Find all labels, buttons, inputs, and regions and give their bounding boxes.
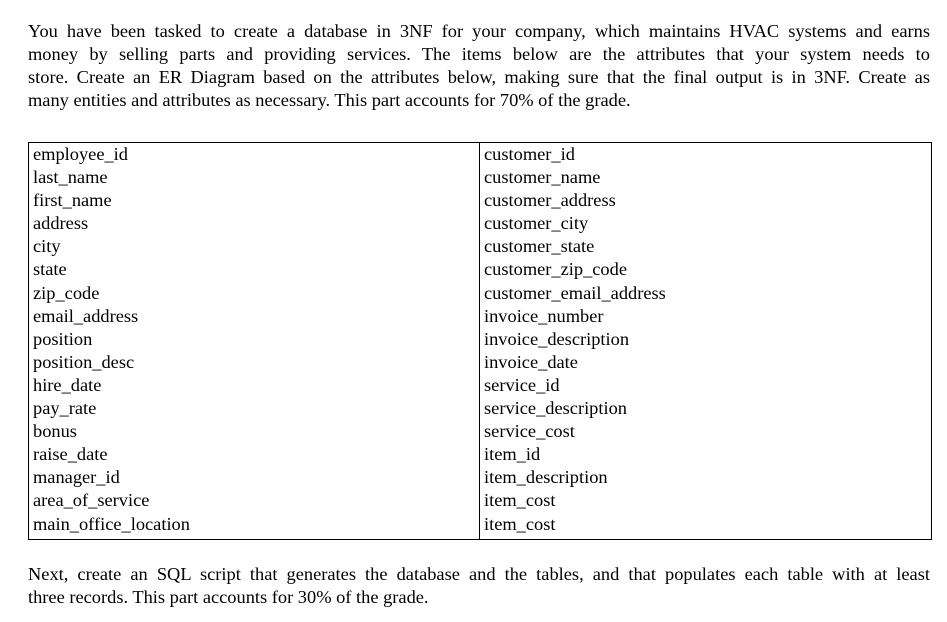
attribute-item: customer_email_address [484, 282, 666, 303]
attribute-item: item_cost [484, 490, 556, 511]
attribute-item: position_desc [33, 351, 135, 372]
attribute-item: state [33, 259, 67, 280]
attribute-item: customer_state [484, 236, 595, 257]
attribute-item: last_name [33, 167, 108, 188]
sql-instructions-paragraph [28, 563, 930, 609]
attribute-item: customer_id [484, 144, 575, 164]
attribute-item: area_of_service [33, 490, 150, 511]
attribute-item: hire_date [33, 374, 102, 395]
attribute-item: customer_zip_code [484, 259, 627, 280]
instructions-line: You have been tasked to create a database in 3NF for your company, which maintains HVAC systems and earns [28, 21, 930, 41]
attribute-item: invoice_number [484, 305, 604, 326]
attribute-item: service_id [484, 374, 560, 395]
attribute-item: invoice_date [484, 351, 578, 372]
attribute-item: manager_id [33, 467, 120, 488]
attribute-item: item_id [484, 444, 541, 465]
attribute-item: email_address [33, 305, 139, 326]
attribute-item: invoice_description [484, 328, 630, 349]
employee-attributes-column [29, 143, 480, 539]
attribute-item: address [33, 213, 89, 234]
attribute-item: first_name [33, 190, 112, 211]
instructions-line: store. Create an ER Diagram based on the attributes below, making sure that the final output is in 3NF. Create as [28, 67, 930, 87]
attribute-item: service_description [484, 398, 627, 419]
attribute-item: customer_city [484, 213, 589, 234]
instructions-line: many entities and attributes as necessary. This part accounts for 70% of the grade. [28, 90, 631, 110]
instructions-line: Next, create an SQL script that generates the database and the tables, and that populates each table with at least [28, 564, 930, 584]
attribute-item: customer_address [484, 190, 616, 211]
attribute-item: pay_rate [33, 398, 97, 419]
attribute-item: city [33, 236, 61, 257]
attributes-table [28, 142, 932, 540]
attribute-item: raise_date [33, 444, 108, 465]
attribute-item: customer_name [484, 167, 601, 188]
attribute-item: position [33, 328, 93, 349]
customer-attributes-column [480, 143, 931, 539]
attribute-item: main_office_location [33, 513, 190, 534]
attribute-item: service_cost [484, 421, 575, 442]
instructions-line: money by selling parts and providing services. The items below are the attributes that your system needs to [28, 44, 930, 64]
attribute-item: item_description [484, 467, 608, 488]
attribute-item: employee_id [33, 144, 128, 164]
instructions-line: three records. This part accounts for 30% of the grade. [28, 587, 429, 607]
attribute-item: zip_code [33, 282, 100, 303]
attribute-item: bonus [33, 421, 77, 442]
attribute-item: item_cost [484, 513, 556, 534]
instructions-paragraph [28, 20, 930, 112]
